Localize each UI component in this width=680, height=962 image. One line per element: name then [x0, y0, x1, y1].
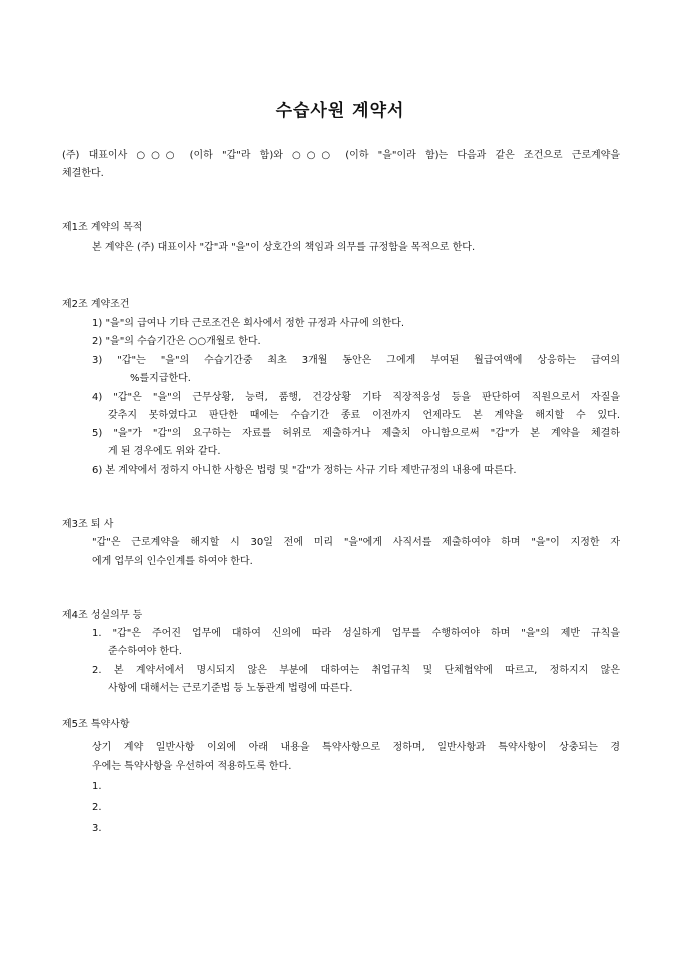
article-2-item-2: 2) "을"의 수습기간은 ○○개월로 한다. [92, 336, 261, 347]
article-2-item-5: 5) "을"가 "갑"의 요구하는 자료를 허위로 제출하거나 제출치 아니함으로써 "갑"가 본 계약을 체결하 [92, 428, 620, 439]
article-5-blank-item-3: 3. [92, 823, 102, 834]
article-2-heading: 제2조 계약조건 [62, 299, 130, 310]
document-title: 수습사원 계약서 [275, 101, 405, 121]
article-3-line-1: "갑"은 근로계약을 해지할 시 30일 전에 미리 "을"에게 사직서를 제출하여야 하며 "을"이 지정한 자 [92, 537, 620, 548]
article-3-heading: 제3조 퇴 사 [62, 519, 114, 530]
article-4-heading: 제4조 성실의무 등 [62, 610, 143, 621]
article-3-line-2: 에게 업무의 인수인계를 하여야 한다. [92, 556, 253, 567]
article-5-line-2: 우에는 특약사항을 우선하여 적용하도록 한다. [92, 761, 292, 772]
article-5-line-1: 상기 계약 일반사항 이외에 아래 내용을 특약사항으로 정하며, 일반사항과 특약사항이 상충되는 경 [92, 742, 620, 753]
article-2-item-4: 4) "갑"은 "을"의 근무상황, 능력, 품행, 건강상황 기타 직장적응성 등을 판단하여 직원으로서 자질을 [92, 392, 620, 403]
article-2-item-5-cont: 게 된 경우에도 위와 같다. [108, 446, 221, 457]
intro-line-2: 체결한다. [62, 168, 104, 179]
article-2-item-3-cont: %를지급한다. [130, 373, 191, 384]
article-5-blank-item-1: 1. [92, 781, 102, 792]
article-4-item-1-cont: 준수하여야 한다. [108, 646, 182, 657]
article-2-item-1: 1) "을"의 급여나 기타 근로조건은 회사에서 정한 규정과 사규에 의한다. [92, 318, 405, 329]
article-5-heading: 제5조 특약사항 [62, 719, 130, 730]
article-4-item-2: 2. 본 계약서에서 명시되지 않은 부분에 대하여는 취업규칙 및 단체협약에 따르고, 정하지지 않은 [92, 665, 620, 676]
intro-line-1: (주) 대표이사 ○○○ (이하 "갑"라 함)와 ○○○ (이하 "을"이라 함)는 다음과 같은 조건으로 근로계약을 [62, 150, 620, 161]
article-2-item-3: 3) "갑"는 "을"의 수습기간중 최초 3개월 동안은 그에게 부여된 월급여액에 상응하는 급여의 [92, 355, 620, 366]
article-2-item-6: 6) 본 계약에서 정하지 아니한 사항은 법령 및 "갑"가 정하는 사규 기타 제반규정의 내용에 따른다. [92, 465, 517, 476]
article-5-blank-item-2: 2. [92, 802, 102, 813]
article-2-item-4-cont: 갖추지 못하였다고 판단한 때에는 수습기간 종료 이전까지 언제라도 본 계약을 해지할 수 있다. [108, 410, 620, 421]
article-4-item-1: 1. "갑"은 주어진 업무에 대하여 신의에 따라 성실하게 업무를 수행하여야 하며 "을"의 제반 규칙을 [92, 628, 620, 639]
article-1-heading: 제1조 계약의 목적 [62, 222, 143, 233]
article-4-item-2-cont: 사항에 대해서는 근로기준법 등 노동관계 법령에 따른다. [108, 683, 353, 694]
article-1-body: 본 계약은 (주) 대표이사 "갑"과 "을"이 상호간의 책임과 의무를 규정함을 목적으로 한다. [92, 242, 476, 253]
